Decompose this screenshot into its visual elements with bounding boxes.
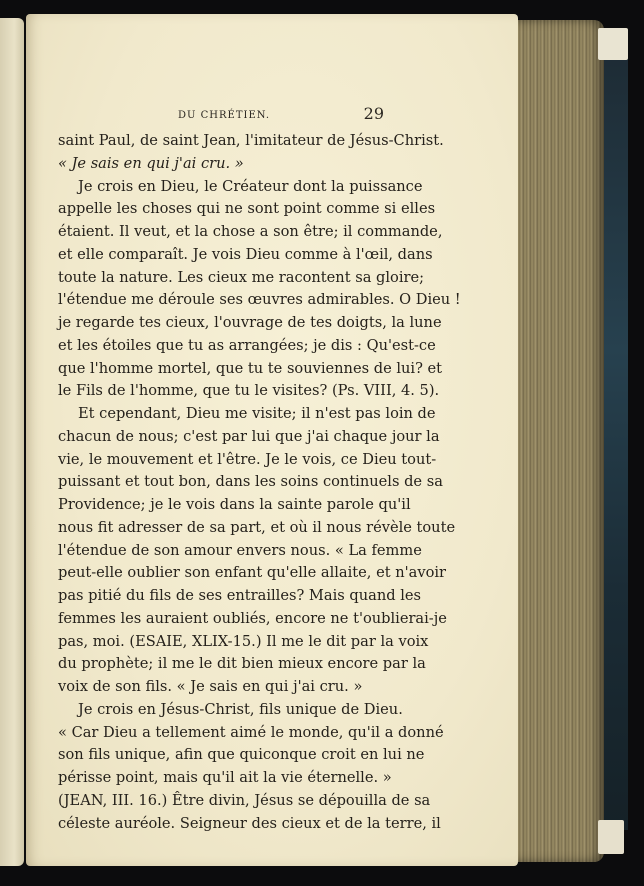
text-line: voix de son fils. « Je sais en qui j'ai cru. » bbox=[58, 678, 363, 695]
text-line: (JEAN, III. 16.) Être divin, Jésus se dépouilla de sa bbox=[58, 791, 431, 809]
text-line: son fils unique, afin que quiconque croit en lui ne bbox=[58, 746, 425, 764]
text-line: toute la nature. Les cieux me racontent sa gloire; bbox=[58, 268, 425, 286]
text-line: Et cependant, Dieu me visite; il n'est pas loin de bbox=[78, 405, 436, 422]
text-line: chacun de nous; c'est par lui que j'ai chaque jour la bbox=[58, 427, 440, 445]
text-line: saint Paul, de saint Jean, l'imitateur de Jésus-Christ. bbox=[58, 132, 444, 149]
text-line: le Fils de l'homme, que tu le visites? (Ps. VIII, 4. 5). bbox=[58, 382, 440, 400]
text-line: périsse point, mais qu'il ait la vie éternelle. » bbox=[58, 769, 392, 786]
page-marker-top bbox=[598, 28, 628, 60]
text-line: Je crois en Jésus-Christ, fils unique de Dieu. bbox=[78, 700, 403, 718]
page-header bbox=[58, 104, 384, 128]
text-line: appelle les choses qui ne sont point comme si elles bbox=[58, 200, 436, 218]
text-line: pas, moi. (ESAIE, XLIX-15.) Il me le dit par la voix bbox=[58, 632, 429, 650]
running-title: DU CHRÉTIEN. bbox=[178, 110, 271, 121]
text-line: Je crois en Dieu, le Créateur dont la puissance bbox=[78, 177, 423, 195]
text-line: l'étendue de son amour envers nous. « La femme bbox=[58, 541, 422, 559]
page-fore-edge bbox=[506, 20, 604, 862]
text-line: nous fit adresser de sa part, et où il nous révèle toute bbox=[58, 518, 456, 536]
text-line: je regarde tes cieux, l'ouvrage de tes doigts, la lune bbox=[58, 314, 442, 331]
page-number: 29 bbox=[363, 104, 384, 123]
text-line: peut-elle oublier son enfant qu'elle allaite, et n'avoir bbox=[58, 564, 446, 582]
text-line: « Car Dieu a tellement aimé le monde, qu'il a donné bbox=[58, 723, 444, 741]
text-line: « Je sais en qui j'ai cru. » bbox=[58, 154, 244, 172]
page-marker-bottom bbox=[598, 820, 624, 854]
text-line: étaient. Il veut, et la chose a son être; il commande, bbox=[58, 223, 443, 240]
text-line: céleste auréole. Seigneur des cieux et de la terre, il bbox=[58, 814, 441, 832]
text-line: l'étendue me déroule ses œuvres admirables. O Dieu ! bbox=[58, 291, 461, 309]
text-line: pas pitié du fils de ses entrailles? Mais quand les bbox=[58, 587, 421, 604]
text-line: puissant et tout bon, dans les soins continuels de sa bbox=[58, 473, 443, 491]
text-line: et elle comparaît. Je vois Dieu comme à l'œil, dans bbox=[58, 245, 433, 263]
text-line: que l'homme mortel, que tu te souviennes de lui? et bbox=[58, 359, 443, 377]
body-text bbox=[58, 130, 461, 835]
text-line: du prophète; il me le dit bien mieux encore par la bbox=[58, 655, 426, 673]
text-line: femmes les auraient oubliés, encore ne t'oublierai-je bbox=[58, 609, 447, 627]
text-line: vie, le mouvement et l'être. Je le vois, ce Dieu tout- bbox=[58, 450, 437, 468]
text-line: Providence; je le vois dans la sainte parole qu'il bbox=[58, 496, 411, 513]
text-line: et les étoiles que tu as arrangées; je dis : Qu'est-ce bbox=[58, 336, 436, 354]
previous-page-edge bbox=[0, 18, 24, 866]
